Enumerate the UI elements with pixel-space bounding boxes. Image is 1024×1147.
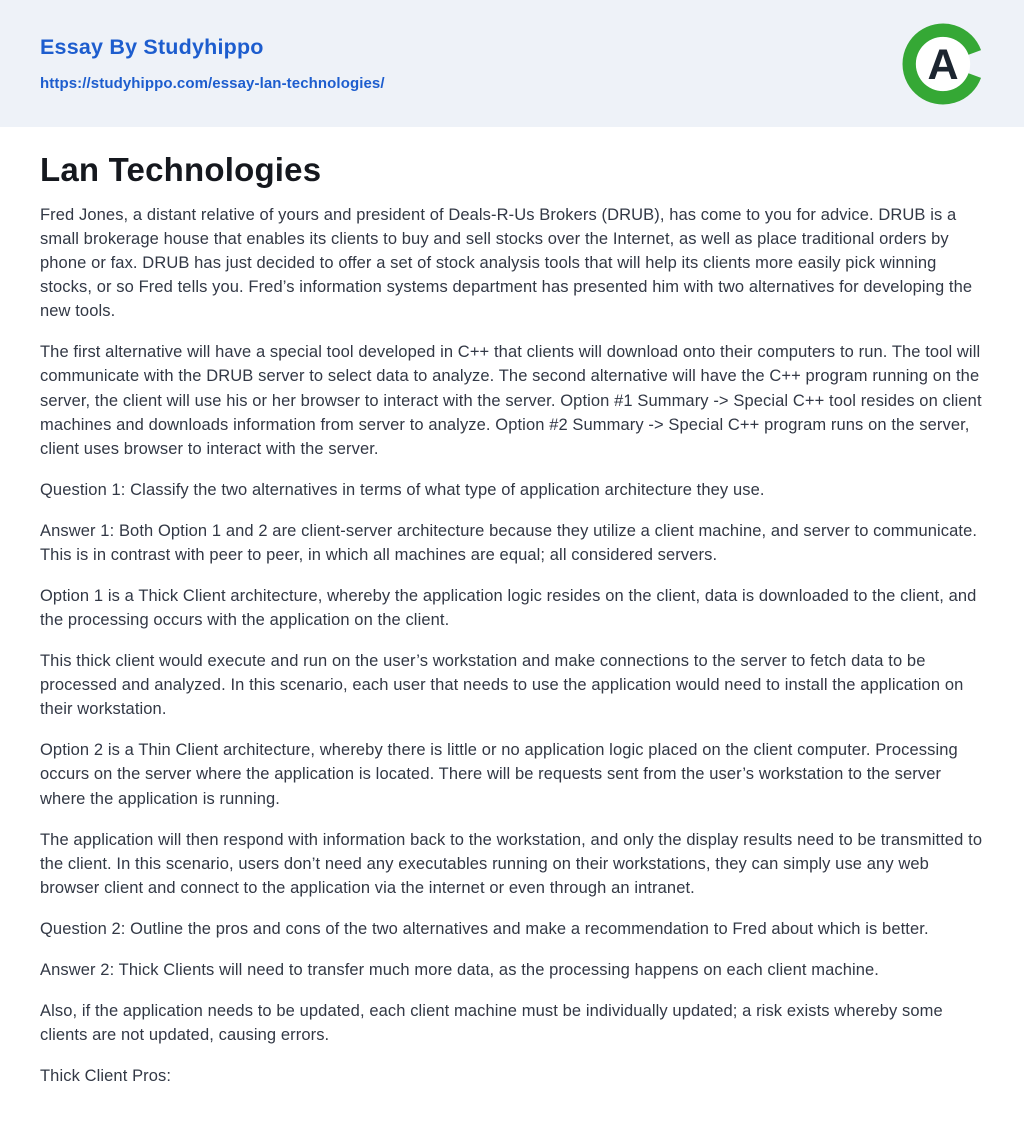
essay-body: [40, 203, 984, 1088]
paragraph-question-1: Question 1: Classify the two alternatives in terms of what type of application architecture they use.: [40, 480, 765, 499]
essay-title: Lan Technologies: [40, 151, 322, 188]
paragraph-answer-1: Answer 1: Both Option 1 and 2 are client-server architecture because they utilize a client machine, and server to communicate. This is in contrast with peer to peer, in which all machines are equal; all considered servers.: [40, 521, 978, 564]
logo-letter: A: [927, 40, 959, 89]
site-title: Essay By Studyhippo: [40, 34, 264, 59]
paragraph-option-1-thick: Option 1 is a Thick Client architecture, whereby the application logic resides on the client, data is downloaded to the client, and the processing occurs with the application on the client.: [40, 587, 977, 630]
paragraph-thick-client-pros-heading: Thick Client Pros:: [40, 1067, 172, 1086]
paragraph-alternatives: The first alternative will have a special tool developed in C++ that clients will download onto their computers to run. The tool will communicate with the DRUB server to select data to analyze. The second alternative will have the C++ program running on the server, the client will use his or her browser to interact with the server. Option #1 Summary -> Special C++ tool resides on client machines and downloads information from server to analyze. Option #2 Summary -> Special C++ program runs on the server, client uses browser to interact with the server.: [40, 343, 982, 458]
paragraph-answer-2: Answer 2: Thick Clients will need to transfer much more data, as the processing happens on each client machine.: [40, 960, 879, 979]
essay-content: [0, 127, 1024, 1145]
header-text-block: [40, 35, 385, 93]
site-header: [0, 0, 1024, 127]
paragraph-question-2: Question 2: Outline the pros and cons of the two alternatives and make a recommendation to Fred about which is better.: [40, 919, 929, 938]
paragraph-update-risk: Also, if the application needs to be updated, each client machine must be individually updated; a risk exists whereby some clients are not updated, causing errors.: [40, 1002, 943, 1045]
paragraph-intro: Fred Jones, a distant relative of yours and president of Deals-R-Us Brokers (DRUB), has come to you for advice. DRUB is a small brokerage house that enables its clients to buy and sell stocks over the Internet, as well as place traditional orders by phone or fax. DRUB has just decided to offer a set of stock analysis tools that will help its clients more easily pick winning stocks, or so Fred tells you. Fred’s information systems department has presented him with two alternatives for developing the new tools.: [40, 206, 973, 321]
paragraph-thin-client-detail: The application will then respond with information back to the workstation, and only the display results need to be transmitted to the client. In this scenario, users don’t need any executables running on their workstations, they can simply use any web browser client and connect to the application via the internet or even through an intranet.: [40, 830, 983, 897]
essay-url-link[interactable]: https://studyhippo.com/essay-lan-technologies/: [40, 74, 385, 92]
paragraph-option-2-thin: Option 2 is a Thin Client architecture, whereby there is little or no application logic placed on the client computer. Processing occurs on the server where the application is located. There will be requests sent from the user’s workstation to the server where the application is running.: [40, 741, 958, 808]
paragraph-thick-client-detail: This thick client would execute and run on the user’s workstation and make connections to the server to fetch data to be processed and analyzed. In this scenario, each user that needs to use the application would need to install the application on their workstation.: [40, 652, 964, 719]
studyhippo-logo-icon: [902, 23, 984, 105]
